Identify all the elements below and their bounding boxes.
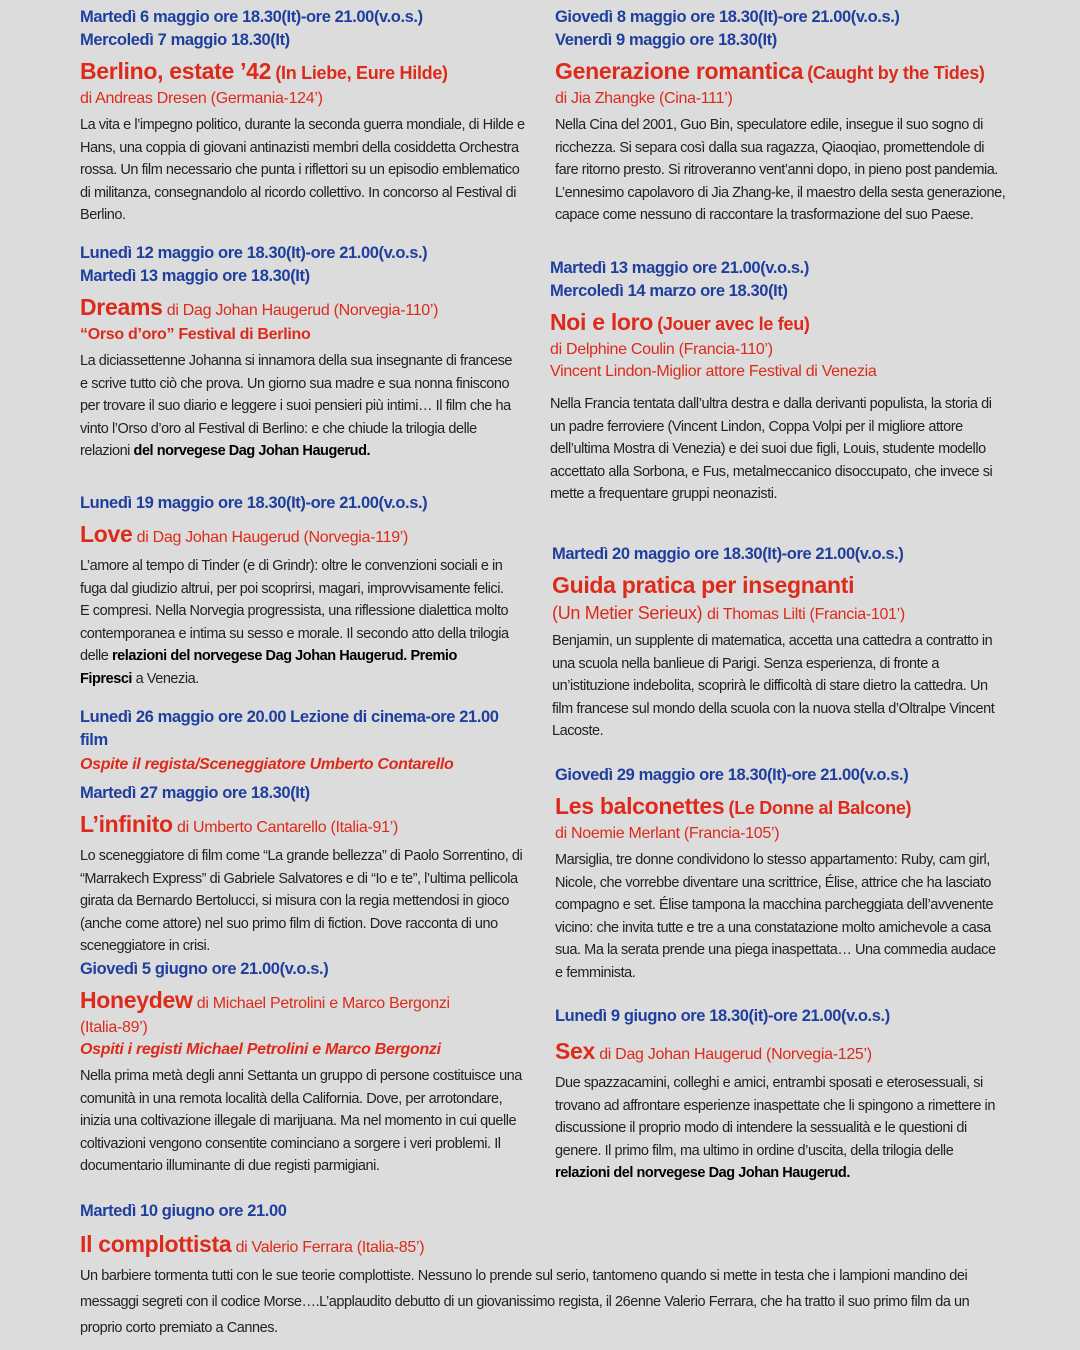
film-director: di Valerio Ferrara (Italia-85’): [235, 1239, 425, 1256]
film-title: Noi e loro: [550, 309, 654, 335]
film-title-line: [80, 58, 530, 88]
film-director: di Delphine Coulin (Francia-110’): [550, 341, 773, 358]
film-title: Love: [80, 521, 133, 547]
screening-date: Lunedì 12 maggio ore 18.30(It)-ore 21.00(v.o.s.): [80, 244, 428, 262]
film-entry-les-balconettes: [555, 764, 1000, 985]
film-entry-dreams: [80, 242, 512, 463]
screening-date: Giovedì 8 maggio ore 18.30(It)-ore 21.00(v.o.s.): [555, 8, 900, 26]
screening-date: Martedì 10 giugno ore 21.00: [80, 1202, 287, 1220]
screening-date: Martedì 27 maggio ore 18.30(It): [80, 784, 310, 802]
film-entry-noi-e-loro: [550, 257, 1005, 506]
film-entry-linfinito: [80, 706, 525, 958]
screening-date: Martedì 13 maggio ore 21.00(v.o.s.): [550, 259, 809, 277]
film-title: Il complottista: [80, 1231, 232, 1257]
screening-date: Martedì 20 maggio ore 18.30(It)-ore 21.00(v.o.s.): [552, 545, 904, 563]
film-title-line: [555, 1038, 1000, 1068]
film-director: di Dag Johan Haugerud (Norvegia-119’): [136, 529, 409, 546]
award-note: Vincent Lindon-Miglior attore Festival di Venezia: [550, 363, 877, 380]
film-description: Marsiglia, tre donne condividono lo stesso appartamento: Ruby, cam girl, Nicole, che vorrebbe diventare una scrittrice, Élise, attrice che ha lasciato compagno e set. Élise tampona la macchina parcheggiata dell’avvenente vicino: che invita tutte e tre a una constatazione molto amichevole a casa sua. Ma la serata prende una piega inaspettata… Una commedia audace e femminista.: [555, 852, 996, 981]
film-description: Nella Cina del 2001, Guo Bin, speculatore edile, insegue il suo sogno di ricchezza. Si separa così dalla sua ragazza, Qiaoqiao, promettendole di fare ritorno presto. Si ritroveranno vent’anni dopo, in pieno post pandemia. L’ennesimo capolavoro di Jia Zhang-ke, il maestro della sesta generazione, capace come nessuno di raccontare la trasformazione del suo Paese.: [555, 117, 1006, 224]
film-title: Berlino, estate ’42: [80, 58, 272, 84]
original-title: (Caught by the Tides): [807, 63, 985, 83]
screening-date: Lunedì 19 maggio ore 18.30(It)-ore 21.00(v.o.s.): [80, 494, 428, 512]
film-director: di Noemie Merlant (Francia-105’): [555, 825, 780, 842]
film-director: di Thomas Lilti (Francia-101’): [707, 606, 905, 623]
film-description: Due spazzacamini, colleghi e amici, entrambi sposati e eterosessuali, si trovano ad affrontare esperienze inaspettate che li spingono a rimettere in discussione il proprio modo di intendere la sessualità e le questioni di genere. Il primo film, ma ultimo in ordine d’uscita, della trilogia delle relazioni del norvegese Dag Johan Haugerud.: [555, 1075, 995, 1182]
film-title-line: [550, 309, 1005, 339]
film-description: Un barbiere tormenta tutti con le sue teorie complottiste. Nessuno lo prende sul serio, tantomeno quando si mette in testa che i lampioni mandino dei messaggi segreti con il codice Morse….L’applaudito debutto di un giovanissimo regista, il 26enne Valerio Ferrara, che ha tratto il suo primo film da un proprio corto premiato a Cannes.: [80, 1268, 970, 1336]
screening-date: Giovedì 5 giugno ore 21.00(v.o.s.): [80, 960, 329, 978]
film-title-line: [80, 811, 525, 841]
screening-date: Martedì 6 maggio ore 18.30(It)-ore 21.00(v.o.s.): [80, 8, 423, 26]
film-director: di Michael Petrolini e Marco Bergonzi: [196, 995, 450, 1012]
film-title-line: [552, 572, 1002, 602]
film-title: Guida pratica per insegnanti: [552, 572, 855, 598]
film-title-line: [80, 294, 512, 324]
original-title: (Le Donne al Balcone): [728, 798, 912, 818]
film-description: La diciassettenne Johanna si innamora della sua insegnante di francese e scrive tutto ciò che prova. Un giorno sua madre e sua nonna finiscono per trovare il suo diario e leggere i suoi pensieri più intimi… Il film che ha vinto l’Orso d’oro al Festival di Berlino: e che chiude la trilogia delle relazioni del norvegese Dag Johan Haugerud.: [80, 353, 513, 460]
screening-date: Mercoledì 7 maggio 18.30(It): [80, 31, 290, 49]
film-description: Benjamin, un supplente di matematica, accetta una cattedra a contratto in una scuola nella banlieue di Parigi. Senza esperienza, di fronte a un’istituzione indebolita, scoprirà le difficoltà di stare dietro la cattedra. Un film francese sul mondo della scuola con la nuova stella d’Oltralpe Vincent Lacoste.: [552, 633, 995, 740]
film-entry-love: [80, 492, 512, 691]
film-title: Les balconettes: [555, 793, 725, 819]
film-title-line: [80, 521, 512, 551]
film-entry-generazione-romantica: [555, 6, 1010, 227]
screening-date: Mercoledì 14 marzo ore 18.30(It): [550, 282, 788, 300]
film-description: Lo sceneggiatore di film come “La grande bellezza” di Paolo Sorrentino, di “Marrakech Express” di Gabriele Salvatores e di “Io e te”, l’ultima pellicola girata da Bernardo Bertolucci, si misura con la regia mettendosi in gioco (anche come attore) nel suo primo film di fiction. Dove racconta di uno sceneggiatore in crisi.: [80, 848, 523, 955]
film-entry-guida-pratica: [552, 543, 1002, 743]
film-title: Sex: [555, 1038, 596, 1064]
screening-date: Venerdì 9 maggio ore 18.30(It): [555, 31, 777, 49]
guest-note: Ospiti i registi Michael Petrolini e Marco Bergonzi: [80, 1041, 441, 1058]
screening-date: Martedì 13 maggio ore 18.30(It): [80, 267, 310, 285]
screening-date: Giovedì 29 maggio ore 18.30(It)-ore 21.00(v.o.s.): [555, 766, 909, 784]
film-title: Dreams: [80, 294, 163, 320]
film-entry-sex: [555, 1005, 1000, 1185]
film-subtitle-line: [552, 602, 1002, 626]
film-entry-il-complottista: [80, 1200, 1000, 1341]
film-director: di Andreas Dresen (Germania-124’): [80, 90, 323, 107]
film-description: La vita e l’impegno politico, durante la seconda guerra mondiale, di Hilde e Hans, una coppia di giovani antinazisti membri della cosiddetta Orchestra rossa. Un film necessario che punta i riflettori su un episodio emblematico di militanza, consegnandolo al ricordo collettivo. In concorso al Festival di Berlino.: [80, 117, 525, 224]
film-title: L’infinito: [80, 811, 173, 837]
film-director: di Dag Johan Haugerud (Norvegia-125’): [599, 1046, 872, 1063]
film-title-line: [80, 1231, 1000, 1261]
film-director: di Jia Zhangke (Cina-111’): [555, 90, 733, 107]
original-title: (In Liebe, Eure Hilde): [275, 63, 448, 83]
film-entry-berlino: [80, 6, 530, 227]
film-description: L’amore al tempo di Tinder (e di Grindr): oltre le convenzioni sociali e in fuga dal giudizio altrui, per poi scoprirsi, magari, improvvisamente felici. E compresi. Nella Norvegia progressista, una riflessione dialettica molto contemporanea e intima su sesso e morale. Il secondo atto della trilogia delle relazioni del norvegese Dag Johan Haugerud. Premio Fipresci a Venezia.: [80, 558, 509, 687]
award-note: “Orso d’oro” Festival di Berlino: [80, 326, 311, 343]
film-description: Nella prima metà degli anni Settanta un gruppo di persone costituisce una comunità in una remota località della California. Dove, per arrotondare, inizia una coltivazione illegale di marijuana. Ma nel momento in cui quelle coltivazioni vengono consentite cominciano a sorgere i veri problemi. Il documentario illuminante di due registi parmigiani.: [80, 1068, 522, 1175]
film-country: (Italia-89’): [80, 1019, 148, 1036]
film-director: di Umberto Cantarello (Italia-91’): [176, 819, 398, 836]
screening-date: Lunedì 9 giugno ore 18.30(it)-ore 21.00(v.o.s.): [555, 1007, 890, 1025]
film-title: Honeydew: [80, 987, 193, 1013]
screening-date: Lunedì 26 maggio ore 20.00 Lezione di cinema-ore 21.00 film: [80, 708, 499, 749]
film-description: Nella Francia tentata dall’ultra destra e dalla derivanti populista, la storia di un padre ferroviere (Vincent Lindon, Coppa Volpi per il migliore attore dell’ultima Mostra di Venezia) e dei suoi due figli, Louis, studente modello accettato alla Sorbona, e Fus, metalmeccanico disoccupato, che invece si mette a frequentare gruppi neonazisti.: [550, 396, 993, 503]
original-title: (Jouer avec le feu): [657, 314, 810, 334]
guest-note: Ospite il regista/Sceneggiatore Umberto Contarello: [80, 756, 454, 773]
film-entry-honeydew: [80, 958, 525, 1178]
film-director: di Dag Johan Haugerud (Norvegia-110’): [166, 302, 439, 319]
original-title: (Un Metier Serieux): [552, 603, 703, 623]
film-title: Generazione romantica: [555, 58, 804, 84]
film-title-line: [80, 987, 525, 1017]
film-title-line: [555, 58, 1010, 88]
film-title-line: [555, 793, 1000, 823]
